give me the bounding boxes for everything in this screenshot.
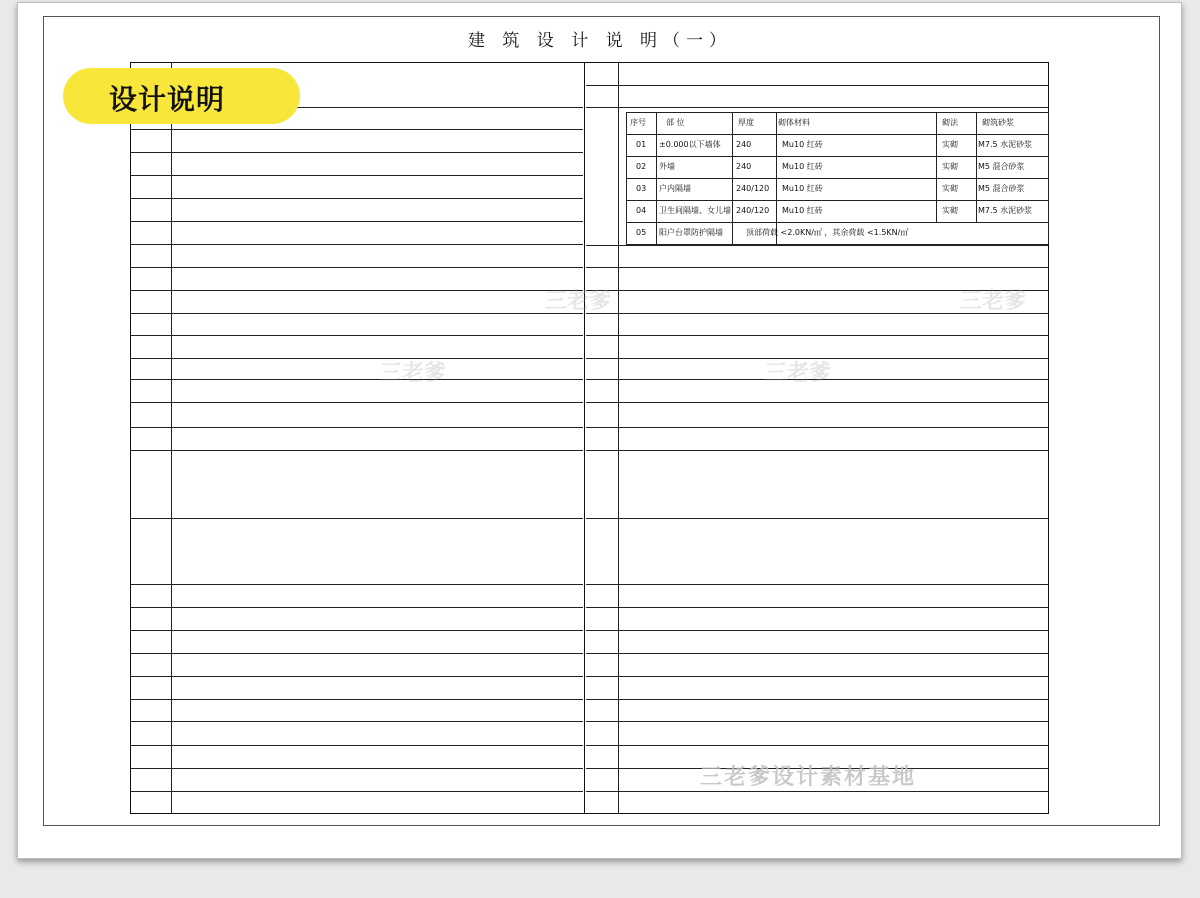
sheet-title: 建 筑 设 计 说 明（一） — [467, 31, 733, 51]
row-rule — [586, 630, 1048, 631]
watermark: 三老爹 — [545, 289, 612, 314]
design-notes-badge — [63, 68, 300, 124]
table-rule — [626, 156, 1048, 157]
watermark: 三老爹 — [960, 289, 1027, 314]
watermark: 三老爹 — [765, 361, 832, 386]
table-header: 砌筑砂浆 — [982, 118, 1014, 127]
table-column-rule — [1048, 112, 1049, 244]
row-rule — [586, 427, 1048, 428]
number-column-rule — [171, 63, 172, 813]
table-column-rule — [626, 112, 627, 244]
row-rule — [131, 244, 583, 245]
row-rule — [586, 791, 1048, 792]
bottom-watermark: 三老爹设计素材基地 — [700, 765, 917, 790]
row-rule — [131, 745, 583, 746]
table-column-rule — [976, 112, 977, 222]
row-rule — [131, 313, 583, 314]
row-rule — [131, 699, 583, 700]
table-header: 厚度 — [738, 118, 754, 127]
table-header: 序号 — [630, 118, 646, 127]
row-rule — [586, 85, 1048, 86]
masonry-method: 实砌 — [942, 140, 958, 149]
row-rule — [586, 335, 1048, 336]
row-rule — [131, 129, 583, 130]
table-header: 部 位 — [666, 118, 685, 127]
table-column-rule — [732, 112, 733, 244]
wall-thickness: 240 — [736, 140, 752, 149]
mortar-type: M5 混合砂浆 — [978, 162, 1025, 171]
row-number: 04 — [636, 206, 647, 215]
row-rule — [131, 518, 583, 519]
left-notes-column — [131, 63, 583, 813]
table-column-rule — [776, 112, 777, 244]
mortar-type: M5 混合砂浆 — [978, 184, 1025, 193]
row-rule — [586, 607, 1048, 608]
table-header: 砌法 — [942, 118, 958, 127]
row-rule — [131, 721, 583, 722]
masonry-method: 实砌 — [942, 162, 958, 171]
wall-material: Mu10 红砖 — [782, 206, 823, 215]
table-rule — [626, 244, 1048, 245]
row-rule — [131, 791, 583, 792]
number-column-rule — [618, 63, 619, 813]
wall-thickness: 240 — [736, 162, 752, 171]
row-rule — [131, 653, 583, 654]
row-rule — [131, 450, 583, 451]
row-rule — [131, 221, 583, 222]
wall-thickness: 240/120 — [736, 184, 770, 193]
row-rule — [586, 745, 1048, 746]
row-rule — [586, 267, 1048, 268]
table-header: 砌体材料 — [778, 118, 810, 127]
wall-part: ±0.000以下墙体 — [659, 140, 721, 149]
column-divider — [584, 62, 585, 814]
wall-part: 外墙 — [659, 162, 675, 171]
masonry-method: 实砌 — [942, 184, 958, 193]
row-rule — [586, 584, 1048, 585]
wall-material: Mu10 红砖 — [782, 162, 823, 171]
row-rule — [586, 653, 1048, 654]
row-rule — [131, 584, 583, 585]
table-column-rule — [656, 112, 657, 244]
row-number: 01 — [636, 140, 647, 149]
wall-part: 阳户台罩防护隔墙 — [659, 228, 723, 237]
table-rule — [626, 178, 1048, 179]
row-rule — [586, 402, 1048, 403]
row-rule — [586, 245, 1048, 246]
row-rule — [131, 267, 583, 268]
row-rule — [131, 676, 583, 677]
masonry-method: 实砌 — [942, 206, 958, 215]
table-rule — [626, 222, 1048, 223]
row-rule — [131, 630, 583, 631]
watermark: 三老爹 — [380, 361, 447, 386]
row-rule — [131, 402, 583, 403]
row-rule — [131, 335, 583, 336]
row-rule — [131, 198, 583, 199]
wall-material: Mu10 红砖 — [782, 140, 823, 149]
row-number: 03 — [636, 184, 647, 193]
wall-part: 户内隔墙 — [659, 184, 691, 193]
row-rule — [586, 107, 1048, 108]
wall-thickness: 240/120 — [736, 206, 770, 215]
badge-label: 设计说明 — [109, 83, 226, 116]
mortar-type: M7.5 水泥砂浆 — [978, 206, 1033, 215]
row-rule — [586, 450, 1048, 451]
row-number: 05 — [636, 228, 647, 237]
wall-material: 顶部荷载 <2.0KN/㎡ ，其余荷载 <1.5KN/㎡ — [746, 228, 909, 237]
wall-part: 卫生间隔墙、女儿墙 — [659, 206, 731, 215]
table-rule — [626, 134, 1048, 135]
row-rule — [131, 358, 583, 359]
row-rule — [131, 290, 583, 291]
row-rule — [131, 427, 583, 428]
table-column-rule — [936, 112, 937, 222]
table-rule — [626, 200, 1048, 201]
row-rule — [586, 518, 1048, 519]
row-rule — [131, 152, 583, 153]
row-rule — [131, 175, 583, 176]
row-rule — [131, 768, 583, 769]
wall-material-table — [626, 112, 1048, 244]
table-rule — [626, 112, 1048, 113]
row-rule — [586, 721, 1048, 722]
row-rule — [131, 379, 583, 380]
row-number: 02 — [636, 162, 647, 171]
wall-material: Mu10 红砖 — [782, 184, 823, 193]
mortar-type: M7.5 水泥砂浆 — [978, 140, 1033, 149]
row-rule — [586, 676, 1048, 677]
row-rule — [586, 699, 1048, 700]
row-rule — [131, 607, 583, 608]
